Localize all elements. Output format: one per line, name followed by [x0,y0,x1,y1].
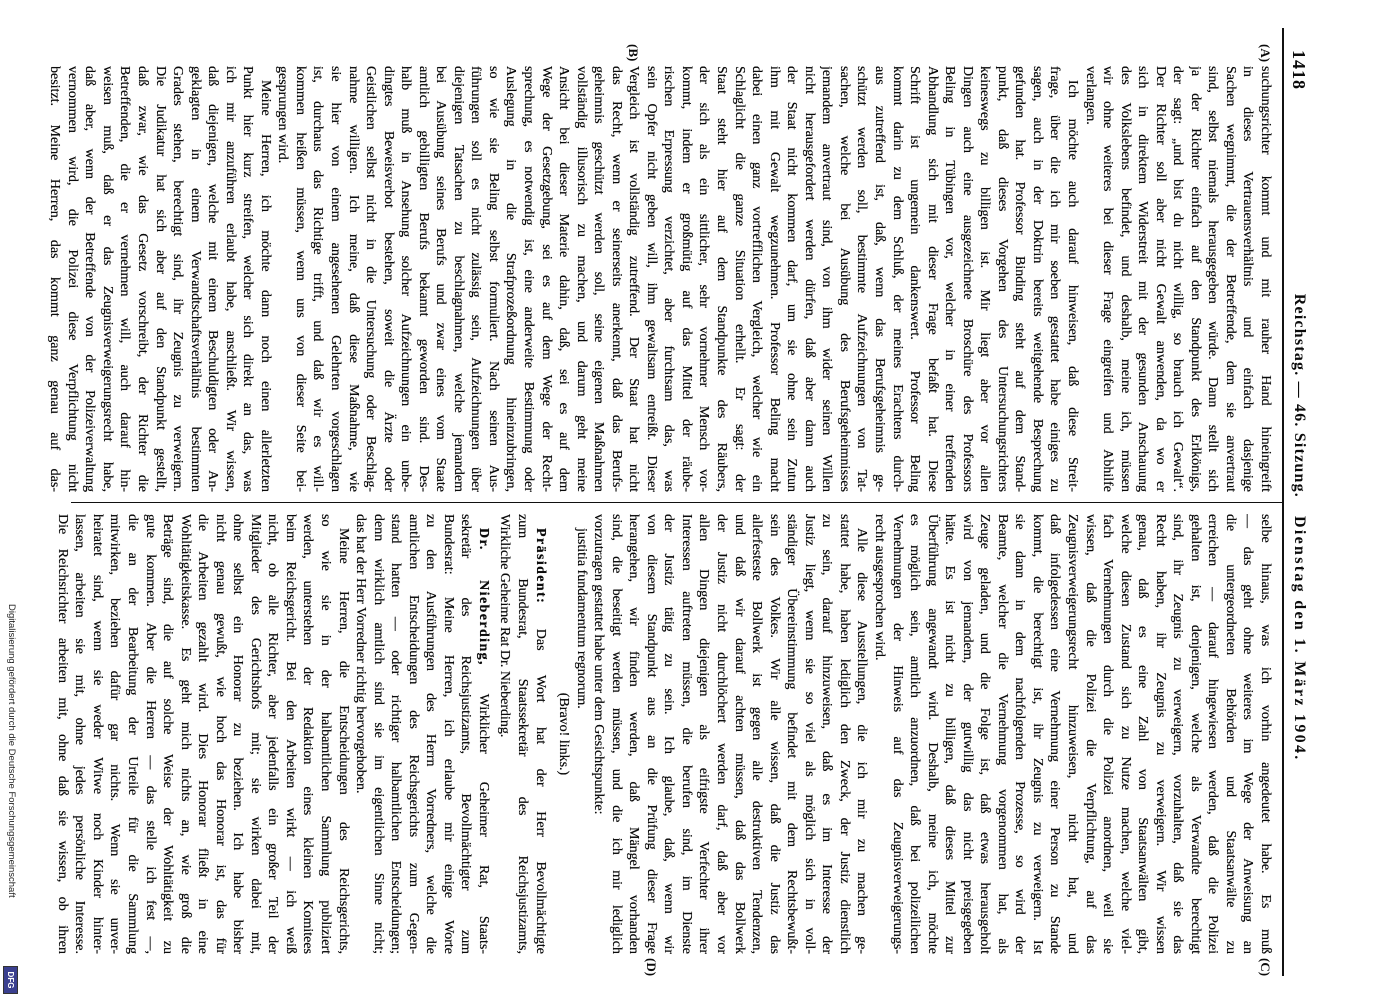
left-column-line: sagen, auch in der Doktrin bereits weitgehende Besprechung [1029,66,1045,492]
column-divider [71,502,1283,503]
margin-marker-a: (A) [1258,44,1273,63]
left-column-line: der sagt: „und bist du nicht willig, so brauch ich Gewalt“. [1170,66,1186,492]
right-column-line: das hat der Herr Vorredner richtig hervorgehoben. [353,514,369,794]
left-column-line: amtlich gebilligten Berufs bekannt geworden sind. Des- [415,66,431,492]
speaker-name: Präsident: [532,528,548,605]
right-column-line: Bundesrat: Meine Herren, ich erlaube mir einige Worte [440,514,456,954]
right-column-line [474,514,492,954]
right-column-line: welche diesen Zustand sich zu Nutze machen, welche viel- [1117,514,1133,954]
left-column-line: sein Opfer nicht geben will, ihm gewaltsam entreißt. Dieser [643,66,659,492]
right-column-line: es möglich sein, amtlich anzuordnen, daß bei polizeilichen [907,514,923,954]
right-column-line: wissen, daß die Polizei die Verpflichtung, auf das [1082,514,1098,954]
left-column-line: Staat steht hier auf dem Standpunkte des Räubers, [714,66,730,492]
right-column-line: stand hatten — oder richtiger halbamtlichen Entscheidungen; [388,514,404,954]
left-column-line: Beling in Tübingen vor, welcher in einer treffenden [942,66,958,492]
right-column-line: heiratet sind, wenn sie weder Witwe noch Kinder hinter- [89,514,105,954]
right-column-line: sie dann in dem nachfolgenden Prozesse, so wird der [1012,514,1028,954]
left-column-line: Ich möchte auch darauf hinweisen, daß diese Streit- [1064,80,1080,492]
right-column-line: der Justiz tätig zu sein. Ich glaube, daß, wenn wir [661,514,677,954]
right-column-line: Wirkliche Geheime Rat Dr. Nieberding. [497,514,513,738]
left-column-line: sprechung, es notwendig ist, eine anderweite Bestimmung oder [521,66,537,492]
left-column-line: kommt darin zu dem Schluß, der meines Erachtens durch- [889,66,905,492]
right-column-line: von diesem Standpunkt aus an die Prüfung dieser Frage [643,514,659,954]
left-column-line: Punkt hier kurz streifen, welcher sich direkt an das, was [240,66,256,492]
left-column-line: punkt, daß dieses Vorgehen des Untersuchungsrichters [994,66,1010,492]
left-column-line: sich in direktem Widerstreit mit der gesunden Anschauung [1135,66,1151,492]
left-column-line: der sich als ein sittlicher, sehr vornehmer Mensch vor- [696,66,712,492]
left-column-line: Schlaglicht die ganze Situation erhellt. Er sagt: der [731,66,747,492]
left-column-line: daß zwar, wie das Gesetz vorschreibt, der Richter die [135,66,150,492]
left-column-line: Meine Herren, ich möchte dann noch einen allerletzten [257,80,273,492]
left-column-line: halb muß in Ansehung solcher Aufzeichnungen ein unbe- [398,66,414,492]
left-column-line: Der Richter soll aber nicht Gewalt anwenden, da wo er [1152,66,1168,492]
margin-marker-d: (D) [644,958,659,977]
speech-text: Wirklicher Geheimer Rat, Staats- [475,693,491,954]
right-column-line: lassen, arbeiten sie mit, ohne jedes persönliche Interesse. [72,514,88,954]
right-column-line: zum Bundesrat, Staatssekretär des Reichsjustizamts, [515,514,531,954]
right-column-line: zu sein, darauf hinzuweisen, daß es im Interesse der [819,514,835,954]
left-column-line: bei Ausübung seines Berufs und zwar eines vom Staate [433,66,449,492]
right-column-line: Vernehmungen der Hinweis auf das Zeugnisverweigerungs- [889,514,905,954]
right-column-line: Wohltätigkeitskasse. Es geht mich nichts an, wie groß die [177,514,193,954]
left-column-line: schützt werden soll, bestimmte Aufzeichnungen von Tat- [854,66,870,492]
left-column-line: Abhandlung sich mit dieser Frage befaßt hat. Diese [924,66,940,492]
right-column-line: nicht, ob alle Richter, aber jedenfalls ein großer Teil der [265,514,281,954]
left-column-line: Wege der Gesetzgebung, sei es auf dem Wege der Recht- [538,66,554,492]
left-column-line: keineswegs zu billigen ist. Mir liegt aber vor allen [977,66,993,492]
left-column-line: verlangen. [1082,66,1098,125]
left-column-line: sachen, welche bei Ausübung des Berufsgeheimnisses [836,66,852,492]
right-column-line: allerfesteste Bollwerk ist gegen alle destruktiven Tendenzen, [749,514,765,954]
right-column-line: Mitglieder des Gerichtshofs mit; sie wirken dabei mit, [247,514,263,954]
left-column-line: der Staat nicht kommen darf, um sie ohne sein Zutun [784,66,800,492]
left-column-line: suchungsrichter kommt und mit rauher Hand hineingreift [1258,66,1273,492]
right-column-line: der Justiz nicht durchlöchert werden darf, daß aber vor [714,514,730,954]
left-column-line: jemandem anvertraut sind, von ihm wider seinen Willen [819,66,835,492]
right-column-line: Überführung angewandt wird. Deshalb, meine ich, möchte [924,514,940,954]
right-column-line: fach Vernehmungen durch die Polizei anordnen, weil sie [1100,514,1116,954]
right-column-line: daß infolgedessen eine Vernehmung einer Person zu Stande [1047,514,1063,954]
left-column-line: geklagten in einem Verwandtschaftsverhältnis bestimmten [187,66,203,492]
left-column-line: ihm mit Gewalt wegzunehmen. Professor Beling macht [766,66,782,492]
left-column-line: vollständig illusorisch zu machen, und darum geht meine [573,66,589,492]
left-column-line: führungen soll es nicht zulässig sein, Aufzeichnungen über [468,66,484,492]
right-column-line: Justiz liegt, wenn sie so viel als möglich sich in voll- [801,514,817,954]
left-column-line: sind, selbst niemals herausgegeben würde. Dann stellt sich [1205,66,1221,492]
left-column-line: daß aber, wenn der Betreffende von der Polizeiverwaltung [82,66,98,492]
left-column-line: geheimnis geschützt werden soll, seine eigenen Maßnahmen [591,66,607,492]
left-column-line: frage, über die ich mir soeben gestattet habe einiges zu [1047,66,1063,492]
right-column-line: Beträge sind, die auf solche Weise der Wohltätigkeit zu [160,514,176,954]
left-column-line: Sachen wegnimmt, die der Betreffende, dem sie anvertraut [1222,66,1238,492]
left-column-line: Auslegung in die Strafprozeßordnung hineinzubringen, [503,66,519,492]
left-column-line: dingtes Beweisverbot bestehen, soweit die Ärzte oder [380,66,396,492]
right-column-line: werden, unterstehen der Redaktion eines kleinen Komitees [300,514,316,954]
right-column-line: sein des Volkes. Wir alle wissen, daß die Justiz das [766,514,782,954]
right-column-line: Meine Herren, die Entscheidungen des Reichsgerichts, [335,528,351,954]
right-column-line: hätte. Es ist nicht zu billigen, daß dieses Mittel zur [942,514,958,954]
left-column-line: vernommen wird, die Polizei diese Verpflichtung nicht [64,66,80,492]
left-column-line: wir ohne weiteres bei dieser Frage eingreifen und Abhilfe [1100,66,1116,492]
right-column-line: sind, ihr Zeugnis zu verweigern, vorzuhalten, daß sie das [1170,514,1186,954]
right-column-line: vorzutragen gestattet habe unter dem Gesichtspunkte: [591,514,607,815]
left-column-line: ist, durchaus das Richtige trifft, und daß wir es will- [310,66,326,492]
left-column-line: Grades stehen, berechtigt sind, ihr Zeugnis zu verweigern. [170,66,186,492]
left-column-line: ja der Richter einfach auf den Standpunkt des Erlkönigs, [1187,66,1203,492]
right-column-line: Recht haben, ihr Zeugnis zu verweigern. Wir wissen [1152,514,1168,954]
right-column-line: die Arbeiten gezahlt wird. Dies Honorar fließt in eine [195,514,211,954]
right-column-line: (Bravo! links.) [556,692,572,776]
left-column-line: Die Judikatur hat sich aber auf den Standpunkt gestellt, [152,66,168,492]
speaker-name: Dr. Nieberding, [475,528,491,666]
left-column-line: gesprungen wird. [275,66,291,164]
left-column-line: dabei einen ganz vortrefflichen Vergleich, welcher wie ein [749,66,765,492]
left-column-line: kommen heißen müssen, wenn uns von dieser Seite bei- [292,66,308,492]
page-number: 1418 [1289,50,1309,90]
right-column-line: ohne selbst ein Honorar zu beziehen. Ich habe bisher [230,514,246,954]
right-column-line: Interessen auftreten müssen, die berufen sind, im Dienste [678,514,694,954]
right-column-line: denn wirklich amtlich sind sie im eigentlichen Sinne nicht; [370,514,386,954]
right-column-line: amtlichen Entscheidungen des Reichsgerichts zum Gegen- [405,514,421,954]
right-column-line: zu den Ausführungen des Herrn Vorredners, welche die [423,514,439,954]
right-column-line: die untergeordneten Behörden und Staatsanwälte zu [1222,514,1238,954]
margin-marker-c: (C) [1258,958,1273,977]
left-column-line: daß diejenigen, welche mit einem Beschuldigten oder An- [205,66,221,492]
left-column-line: Ansicht bei dieser Materie dahin, daß, sei es auf dem [556,66,572,492]
left-column-line: Geistlichen selbst nicht in die Untersuchung oder Beschlag- [363,66,379,492]
speech-text: Das Wort hat der Herr Bevollmächtigte [532,628,548,954]
left-column-line: ich mir anzuführen erlaubt habe, anschließt. Wir wissen, [222,66,238,492]
right-column-line: sekretär des Reichsjustizamts, Bevollmächtigter zum [458,514,474,954]
dfg-logo: DFG [3,966,18,994]
right-column-line: gute kommen. Aber die Herren — das stelle ich fest —, [142,514,158,954]
left-column-line: besitzt. Meine Herren, das kommt ganz genau auf das- [47,66,63,492]
right-column-line: mitwirken, beziehen dafür gar nichts. Wenn sie unver- [107,514,123,954]
left-column-line: sie hier von einem angesehenen Gelehrten vorgeschlagen [328,66,344,492]
right-column-line [531,514,549,954]
left-column-line: weisen muß, daß er das Zeugnisverweigerungsrecht habe, [99,66,115,492]
right-column-line: — das geht ohne weiteres im Wege der Anweisung an [1240,514,1256,954]
right-column-line: wird von jemandem, der gutwillig das nicht preisgegeben [959,514,975,954]
right-column-line: beim Reichsgericht. Bei den Arbeiten wirkt — ich weiß [282,514,298,954]
left-column-line: des Volkslebens befindet, und deshalb, meine ich, müssen [1117,66,1133,492]
right-column-line: sind, die beseitigt werden müssen, und die ich mir lediglich [608,514,624,954]
left-text-column [46,66,1274,492]
right-column-line: justitia fundamentum regnorum. [573,528,589,709]
right-text-column [53,514,1274,954]
running-head-session: Reichstag. — 46. Sitzung. [1291,293,1308,498]
right-column-line: nicht genau gewußt, wie hoch das Honorar ist, das für [212,514,228,954]
left-column-line: rischen Erpressung verzichtet, aber furchtsam das, was [661,66,677,492]
right-column-line: Beamte, welcher die Vernehmung vorgenommen hat, als [994,514,1010,954]
right-column-line: Zeuge geladen, und die Folge ist, daß etwas herausgeholt [977,514,993,954]
left-column-line: Dingen auch eine ausgezeichnete Broschüre des Professors [959,66,975,492]
right-column-line: recht ausgesprochen wird. [871,514,887,661]
left-column-line: gefunden hat. Professor Binding steht auf dem Stand- [1012,66,1028,492]
right-column-line: erreichen — darauf hingewiesen werden, daß die Polizei [1205,514,1221,954]
right-column-line: allen Dingen diejenigen als eifrigste Verfechter ihrer [696,514,712,954]
left-column-line: nahme willigen. Ich meine, daß diese Maßnahme, wie [345,66,361,492]
right-column-line: so wie sie in der halbamtlichen Sammlung publiziert [318,514,334,954]
left-column-line: diejenigen Tatsachen zu beschlagnahmen, welche jemandem [450,66,466,492]
right-column-line: selbe hinaus, was ich vorhin angedeutet habe. Es muß [1258,514,1273,954]
left-column-line: Vergleich ist vollständig zutreffend. Der Staat hat nicht [626,66,642,492]
right-column-line: ständiger Übereinstimmung befindet mit dem Rechtsbewußt- [784,514,800,954]
left-column-line: kommt, indem er großmütig auf das Mittel der räube- [678,66,694,492]
right-column-line: stattet habe, haben lediglich den Zweck, der Justiz dienstlich [836,514,852,954]
right-column-line: genau, daß es eine Zahl von Staatsanwälten gibt, [1135,514,1151,954]
left-column-line: so wie sie Beling selbst formuliert. Nach seinen Aus- [485,66,501,492]
right-column-line: Die Reichsrichter arbeiten mit, ohne daß sie wissen, ob ihren [54,514,70,954]
right-column-line: kommt, die berechtigt ist, ihr Zeugnis zu verweigern. Ist [1029,514,1045,954]
right-column-line: und daß wir darauf achten müssen, daß das Bollwerk [731,514,747,954]
digitization-credit: Digitalisierung gefördert durch die Deutsche Forschungsgemeinschaft [6,604,17,898]
right-column-line: die an der Bearbeitung der Urteile für die Sammlung [125,514,140,954]
left-column-line: aus zutreffend ist, daß, wenn das Berufsgeheimnis ge- [871,66,887,492]
right-column-line: Alle diese Ausstellungen, die ich mir zu machen ge- [854,528,870,954]
left-column-line: Betreffenden, die er vernehmen will, auch darauf hin- [117,66,133,492]
left-column-line: Schrift ist ungemein dankenswert. Professor Beling [907,66,923,492]
left-column-line: nicht herausgefordert werden dürfen, daß aber dann auch [801,66,817,492]
left-column-line: das Recht, wenn er seinerseits anerkennt, daß das Berufs- [608,66,624,492]
right-column-line: herangehen, wir finden werden, daß Mängel vorhanden [626,514,642,954]
margin-marker-b: (B) [626,44,641,62]
right-column-line: gehalten ist, denjenigen, welche als Verwandte berechtigt [1187,514,1203,954]
right-column-line: Zeugnisverweigerungsrecht hinzuweisen, nicht hat, und [1064,514,1080,954]
running-head-date: Dienstag den 1. März 1904. [1291,516,1308,762]
left-column-line: in dieses Vertrauensverhältnis und einfach dasjenige [1240,66,1256,492]
